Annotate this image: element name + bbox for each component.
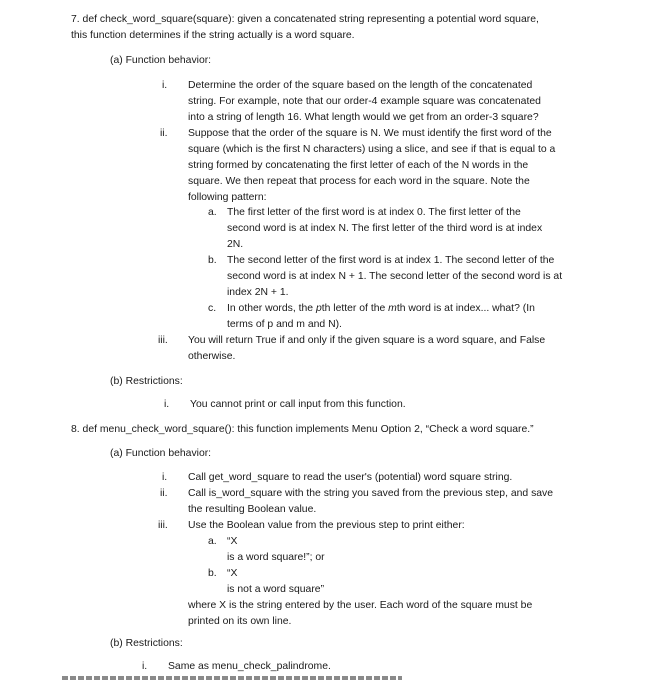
q7-heading-line2: this function determines if the string actually is a word square. <box>71 30 355 41</box>
q8-subitem-b-line2: is not a word square” <box>227 584 325 595</box>
q7-item-ii-line2: square (which is the first N characters) using a slice, and see if that is equal to a <box>188 144 556 155</box>
q7-item-i-line3: into a string of length 16. What length would we get from an order-3 square? <box>188 112 539 123</box>
q8-subitem-a-letter: a. <box>208 536 217 547</box>
q7-subitem-c-m-italic: m <box>388 303 397 314</box>
q8-subitem-b-line1: “X <box>227 568 238 579</box>
q7-heading-line1: 7. def check_word_square(square): given a concatenated string representing a potential word square, <box>71 14 539 25</box>
q7-behavior-label: (a) Function behavior: <box>110 55 212 66</box>
q8-subitem-a-line1: “X <box>227 536 238 547</box>
q8-item-iii-line1: Use the Boolean value from the previous step to print either: <box>188 520 465 531</box>
q7-subitem-a-line2: second word is at index N. The first letter of the third word is at index <box>227 223 543 234</box>
q7-subitem-b-line2: second word is at index N + 1. The second letter of the second word is at <box>227 271 563 282</box>
q7-subitem-b-letter: b. <box>208 255 217 266</box>
q8-subitem-b-letter: b. <box>208 568 217 579</box>
q7-subitem-a-letter: a. <box>208 207 217 218</box>
q8-item-i-number: i. <box>162 472 168 483</box>
q7-item-ii-line4: square. We then repeat that process for each word in the square. Note the <box>188 176 530 187</box>
cutoff-text-fragment <box>62 676 402 680</box>
q8-restriction-i-text: Same as menu_check_palindrome. <box>168 661 331 672</box>
q8-item-iii-number: iii. <box>158 520 168 531</box>
q8-item-ii-number: ii. <box>160 488 168 499</box>
q8-restrictions-label: (b) Restrictions: <box>110 638 183 649</box>
q7-subitem-c-text-post: th word is at index... what? (In <box>396 303 535 314</box>
q7-item-iii-number: iii. <box>158 335 168 346</box>
q8-heading: 8. def menu_check_word_square(): this function implements Menu Option 2, “Check a word square.” <box>71 424 534 435</box>
q7-item-i-line1: Determine the order of the square based on the length of the concatenated <box>188 80 533 91</box>
q7-item-ii-number: ii. <box>160 128 168 139</box>
q8-item-ii-line1: Call is_word_square with the string you saved from the previous step, and save <box>188 488 554 499</box>
q7-subitem-a-line1: The first letter of the first word is at index 0. The first letter of the <box>227 207 521 218</box>
next-question-cutoff-edge <box>62 676 402 680</box>
q8-item-i-line1: Call get_word_square to read the user's (potential) word square string. <box>188 472 513 483</box>
q7-subitem-a-line3: 2N. <box>227 239 244 250</box>
q7-restriction-i-text: You cannot print or call input from this function. <box>190 399 406 410</box>
q7-item-ii-line5: following pattern: <box>188 192 267 203</box>
q7-subitem-c-letter: c. <box>208 303 217 314</box>
q7-subitem-c-p-italic: p <box>315 303 322 314</box>
q7-subitem-c-line1 <box>227 302 535 316</box>
q8-behavior-label: (a) Function behavior: <box>110 448 212 459</box>
q8-item-ii-line2: the resulting Boolean value. <box>188 504 317 515</box>
q8-subitem-a-line2: is a word square!”; or <box>227 552 325 563</box>
q7-item-iii-line1: You will return True if and only if the given square is a word square, and False <box>188 335 546 346</box>
q8-after-line2: printed on its own line. <box>188 616 292 627</box>
q7-item-iii-line2: otherwise. <box>188 351 236 362</box>
q7-subitem-c-text-mid: th letter of the <box>321 303 389 314</box>
q8-after-line1: where X is the string entered by the user. Each word of the square must be <box>188 600 533 611</box>
q7-item-i-line2: string. For example, note that our order-4 example square was concatenated <box>188 96 541 107</box>
q8-restriction-i-number: i. <box>142 661 148 672</box>
q7-subitem-c-line2: terms of p and m and N). <box>227 319 342 330</box>
q7-restriction-i-number: i. <box>164 399 170 410</box>
q7-item-i-number: i. <box>162 80 168 91</box>
q7-item-ii-line1: Suppose that the order of the square is N. We must identify the first word of the <box>188 128 552 139</box>
q7-item-ii-line3: string formed by concatenating the first letter of each of the N words in the <box>188 160 529 171</box>
q7-subitem-b-line1: The second letter of the first word is at index 1. The second letter of the <box>227 255 555 266</box>
q7-subitem-c-text-pre: In other words, the <box>227 303 316 314</box>
q7-restrictions-label: (b) Restrictions: <box>110 376 183 387</box>
q7-subitem-b-line3: index 2N + 1. <box>227 287 289 298</box>
